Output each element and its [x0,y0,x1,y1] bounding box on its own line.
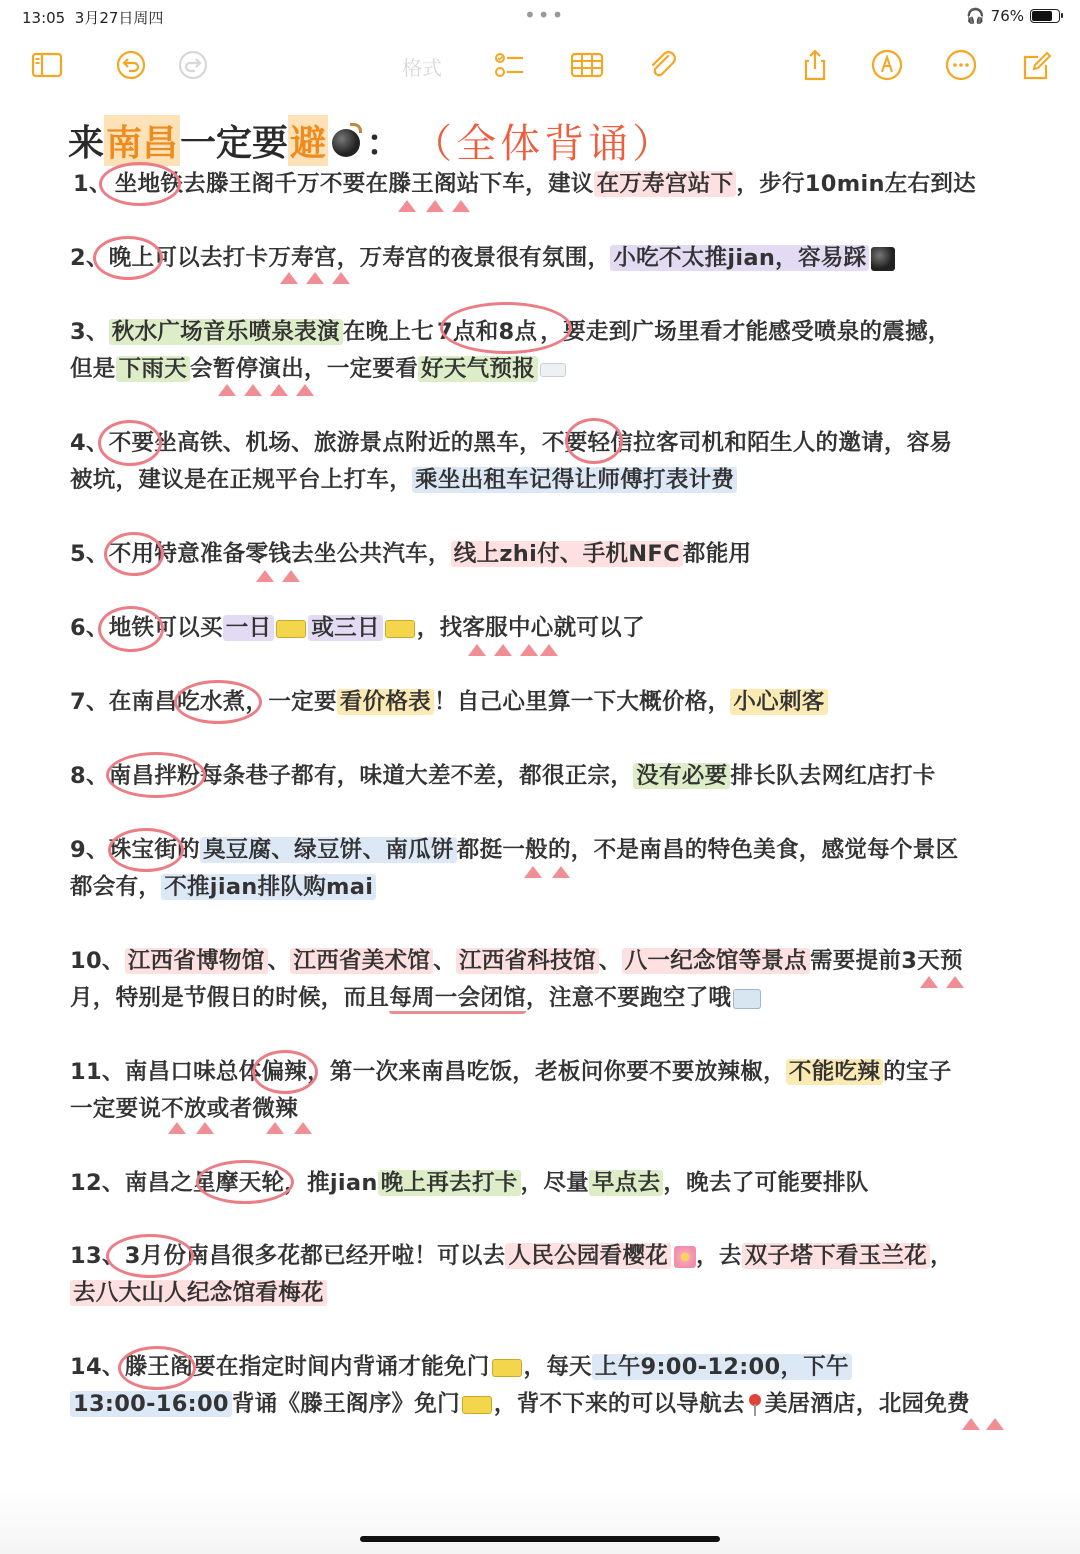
list-item: 2、晚上可以去打卡万寿宫，万寿宫的夜景很有氛围， 小吃不太推jian，容易踩 [70,240,1020,277]
annotation-circle [93,236,163,280]
bomb-icon [330,123,364,157]
headphones-icon: 🎧 [965,7,985,25]
emphasis-triangle [524,866,542,878]
title-avoid: 避 [288,115,328,166]
emphasis-triangle [280,272,298,284]
list-item: 1、 坐地铁去滕王阁千万不要在滕王阁站下车，建议 在万寿宫站下 ，步行10min左右到达 [73,171,976,197]
annotation-circle [440,302,572,354]
list-item: 11、南昌口味总体偏辣，第一次来南昌吃饭，老板问你要不要放辣椒， 不能吃辣 的宝子 一定要说不放或者微辣 [70,1059,952,1122]
metro-ticket-icon [276,620,306,638]
list-item: 8、南昌拌粉每条巷子都有，味道大差不差，都很正宗， 没有必要 排长队去网红店打卡 [70,763,936,789]
bottom-fade [0,1490,1080,1554]
markup-pen-icon[interactable] [868,46,906,84]
emphasis-triangle [244,384,262,396]
annotation-circle [252,1050,318,1094]
annotation-circle [106,752,206,798]
emphasis-triangle [468,644,486,656]
list-item: 13、3月份南昌很多花都已经开啦！可以去 人民公园看樱花 ，去 双子塔下看玉兰花 ， 去八大山人纪念馆看梅花 [70,1243,953,1306]
title-city: 南昌 [104,115,180,166]
emphasis-triangle [398,200,416,212]
emphasis-triangle [920,976,938,988]
sidebar-toggle-icon[interactable] [28,46,66,84]
cherry-blossom-icon [674,1246,696,1268]
emphasis-triangle [426,200,444,212]
ticket-icon [462,1396,492,1414]
list-item: 10、 江西省博物馆 、 江西省美术馆 、 江西省科技馆 、 八一纪念馆等景点 需要提前3天预 月，特别是节假日的时候，而且每周一会闭馆，注意不要跑空了哦 [70,943,1020,1017]
emphasis-triangle [282,570,300,582]
emphasis-triangle [986,1418,1004,1430]
share-icon[interactable] [796,46,834,84]
undo-icon[interactable] [112,46,150,84]
table-icon[interactable] [568,46,606,84]
note-title: 来 南昌 一定要 避 ： （全体背诵） [68,110,676,170]
list-item: 12、南昌之星摩天轮，推jian 晚上再去打卡 ，尽量 早点去 ，晚去了可能要排队 [70,1170,869,1196]
emphasis-triangle [168,1122,186,1134]
bomb-icon [871,247,895,271]
location-pin-icon [748,1394,762,1416]
annotation-circle [99,162,181,206]
emphasis-triangle [218,384,236,396]
emphasis-triangle [452,200,470,212]
emphasis-triangle [332,272,350,284]
list-item: 4、不要坐高铁、机场、旅游景点附近的黑车，不要轻信拉客司机和陌生人的邀请，容易 被坑，建议是在正规平台上打车， 乘坐出租车记得让师傅打表计费 [70,430,953,493]
emphasis-triangle [196,1122,214,1134]
metro-ticket-icon [385,620,415,638]
list-item: 3、 秋水广场音乐喷泉表演 在晚上七 7点和8点 ，要走到广场里看才能感受喷泉的震撼， 但是 下雨天 会暂停演出，一定要看 好天气预报 [70,319,951,382]
status-bar [0,0,1080,34]
emphasis-triangle [306,272,324,284]
redo-icon[interactable] [174,46,212,84]
attachment-icon[interactable] [644,46,682,84]
annotation-circle [118,1346,196,1390]
emphasis-triangle [270,384,288,396]
checklist-icon[interactable] [490,46,528,84]
emphasis-triangle [256,570,274,582]
battery-icon [1030,9,1060,23]
cloud-icon [540,363,566,377]
emphasis-triangle [294,1122,312,1134]
status-right [966,7,1060,25]
annotation-circle [98,420,162,466]
list-item: 7、在南昌吃水煮，一定要 看价格表 ！自己心里算一下大概价格， 小心刺客 [70,684,1020,721]
toolbar [0,40,1080,92]
emphasis-triangle [552,866,570,878]
more-options-icon[interactable] [942,46,980,84]
wind-icon [733,989,761,1009]
emphasis-triangle [540,644,558,656]
emphasis-triangle [962,1418,980,1430]
battery-percent: 76% [990,7,1024,25]
annotation-circle [196,1160,294,1204]
emphasis-triangle [266,1122,284,1134]
home-indicator[interactable] [360,1536,720,1542]
emphasis-triangle [946,976,964,988]
annotation-circle [98,606,164,652]
list-item: 5、不用特意准备零钱去坐公共汽车， 线上zhi付、手机NFC 都能用 [70,541,752,567]
multitasking-dots-icon[interactable]: ••• [524,3,566,27]
list-item: 9、珠宝街的 臭豆腐、绿豆饼、南瓜饼 都挺一般的，不是南昌的特色美食，感觉每个景区 都会有， 不推jian排队购mai [70,837,959,900]
annotation-circle [108,828,184,872]
list-item: 6、地铁可以买 一日 或三日 ，找客服中心就可以了 [70,615,645,641]
emphasis-triangle [296,384,314,396]
annotation-circle [565,418,623,464]
emphasis-triangle [520,644,538,656]
annotation-circle [106,1234,194,1278]
list-item: 14、滕王阁要在指定时间内背诵才能免门 ，每天 上午9:00-12:00，下午 13:00-16:00 背诵《滕王阁序》免门 ，背不下来的可以导航去 美居酒店，北园免费 [70,1354,970,1417]
compose-icon[interactable] [1018,46,1056,84]
format-button[interactable]: 格式 [402,56,442,80]
annotation-circle [174,680,262,724]
status-time: 13:05 3月27日周四 [22,9,164,27]
annotation-circle [104,532,164,576]
emphasis-triangle [494,644,512,656]
title-handwritten-subtitle: （全体背诵） [412,120,677,167]
ticket-icon [492,1359,522,1377]
